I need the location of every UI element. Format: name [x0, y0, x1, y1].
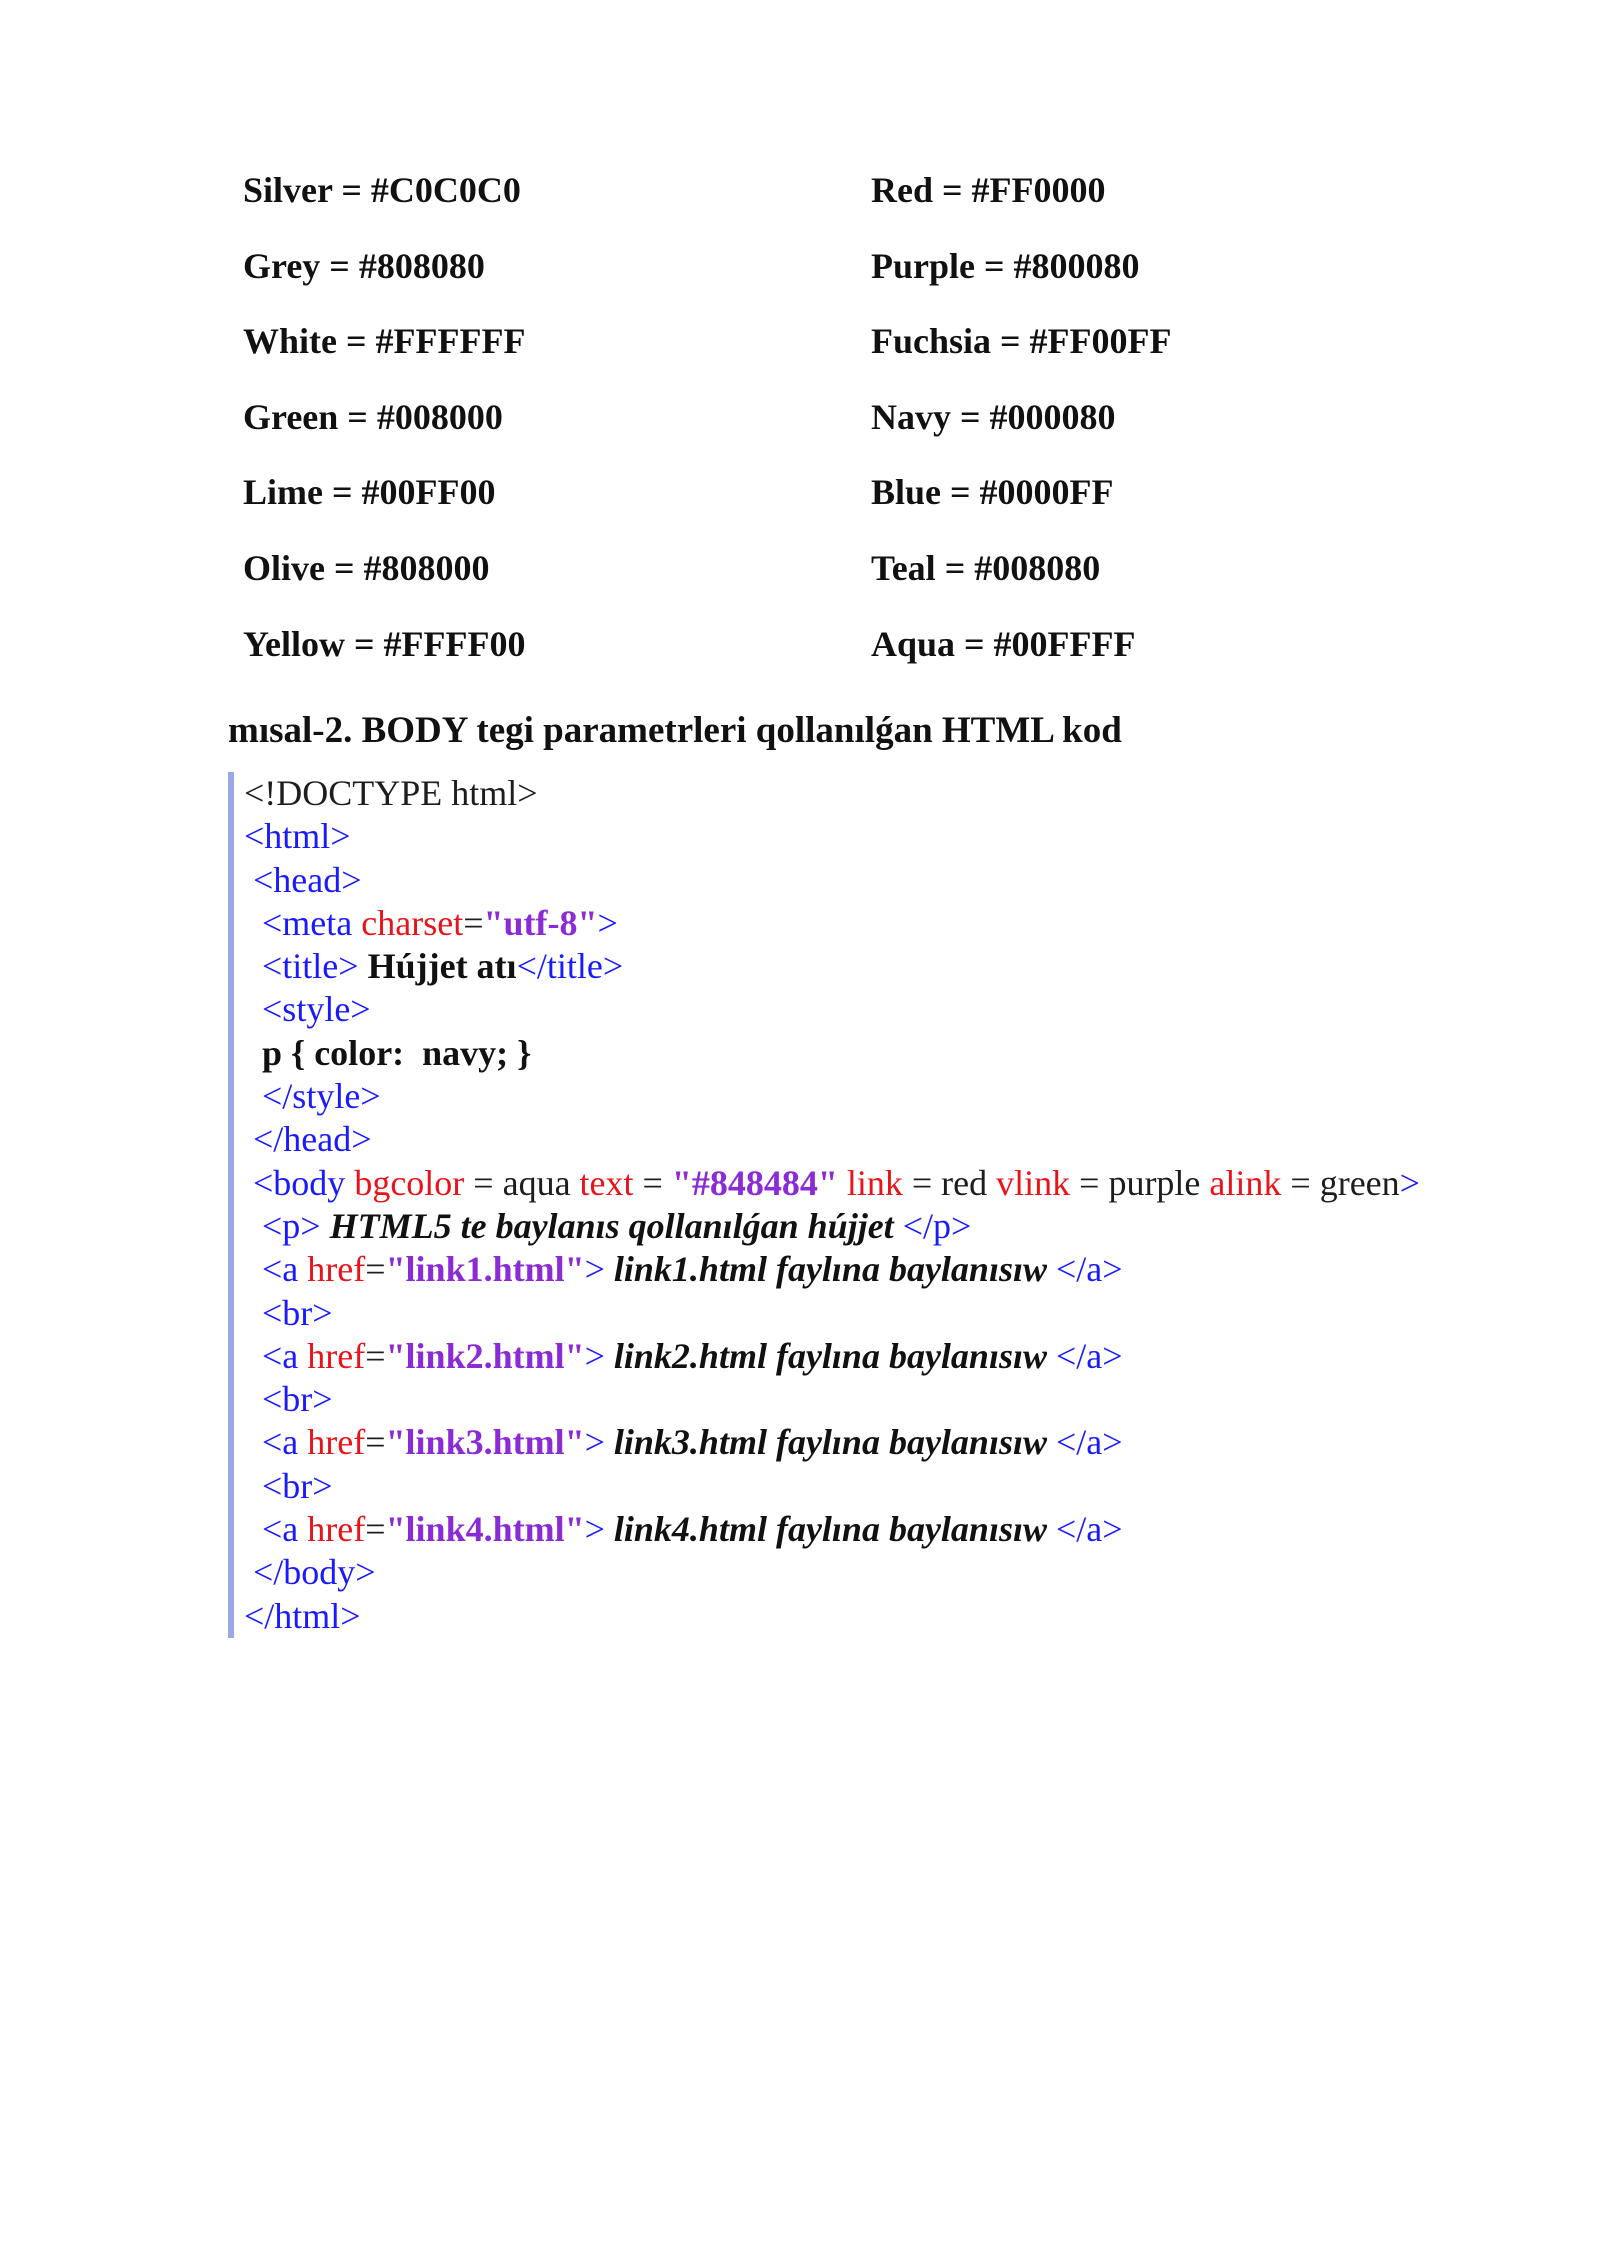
color-entry: Teal = #008080 — [871, 547, 1101, 588]
code-token: p { color: navy; } — [244, 1032, 532, 1073]
code-token: "utf-8" — [483, 902, 598, 943]
code-line — [244, 945, 1544, 988]
code-token: <br> — [244, 1379, 333, 1420]
color-entry: Aqua = #00FFFF — [871, 623, 1136, 664]
code-line — [244, 1118, 1544, 1161]
code-line — [244, 1032, 1544, 1075]
code-line — [244, 1421, 1544, 1464]
color-row — [243, 317, 1443, 393]
color-entry: Blue = #0000FF — [871, 472, 1114, 513]
color-row — [243, 468, 1443, 544]
code-token: bgcolor — [354, 1162, 465, 1203]
code-line — [244, 1378, 1544, 1421]
code-token: <title> — [244, 946, 359, 987]
code-token: <body — [244, 1162, 355, 1203]
code-line — [244, 815, 1544, 858]
color-entry: White = #FFFFFF — [243, 321, 526, 362]
code-token: </style> — [244, 1076, 381, 1117]
code-token: href — [307, 1509, 366, 1550]
code-token: href — [307, 1422, 366, 1463]
color-entry: Fuchsia = #FF00FF — [871, 321, 1172, 362]
code-line — [244, 1162, 1544, 1205]
color-entry: Olive = #808000 — [243, 547, 490, 588]
code-token: </body> — [244, 1552, 376, 1593]
code-token: <br> — [244, 1292, 333, 1333]
color-entry: Red = #FF0000 — [871, 170, 1106, 210]
code-token: > — [584, 1509, 605, 1550]
code-token: > — [584, 1249, 605, 1290]
code-token: </head> — [244, 1119, 372, 1160]
code-token: "#848484" — [671, 1162, 838, 1203]
code-token: <style> — [244, 989, 371, 1030]
code-token: > — [1399, 1162, 1420, 1203]
code-token: <meta — [244, 902, 362, 943]
code-token: <!DOCTYPE html> — [244, 773, 538, 813]
code-token: > — [597, 902, 618, 943]
code-token: <html> — [244, 816, 351, 857]
code-token: <br> — [244, 1465, 333, 1506]
code-token: "link1.html" — [385, 1249, 585, 1290]
color-entry: Purple = #800080 — [871, 245, 1140, 286]
color-entry: Lime = #00FF00 — [243, 472, 496, 513]
code-token: </p> — [902, 1205, 972, 1246]
code-token: </a> — [1055, 1249, 1123, 1290]
code-token: vlink — [996, 1162, 1071, 1203]
code-token: </a> — [1055, 1335, 1123, 1376]
code-token: > — [584, 1422, 605, 1463]
color-row — [243, 242, 1443, 318]
code-token: > — [584, 1335, 605, 1376]
code-line — [244, 859, 1544, 902]
code-token: </html> — [244, 1595, 361, 1636]
code-token: href — [307, 1335, 366, 1376]
code-line — [244, 1205, 1544, 1248]
code-token: text — [579, 1162, 634, 1203]
code-token: link4.html faylına baylanısıw — [604, 1509, 1056, 1550]
color-table — [243, 166, 1443, 695]
code-block — [228, 772, 1544, 1638]
code-token: <a — [244, 1509, 308, 1550]
code-token: "link3.html" — [385, 1422, 585, 1463]
code-token: charset — [361, 902, 464, 943]
code-token: <a — [244, 1249, 308, 1290]
code-token: = — [365, 1509, 386, 1550]
code-token: alink — [1209, 1162, 1282, 1203]
code-token: <a — [244, 1335, 308, 1376]
code-token: link1.html faylına baylanısıw — [604, 1249, 1056, 1290]
code-token: HTML5 te baylanıs qollanılǵan hújjet — [320, 1205, 903, 1246]
code-token: = red — [902, 1162, 997, 1203]
code-line — [244, 1335, 1544, 1378]
code-line — [244, 1465, 1544, 1508]
code-token: link — [837, 1162, 903, 1203]
code-token: <a — [244, 1422, 308, 1463]
code-token: </a> — [1055, 1422, 1123, 1463]
code-token: Hújjet atı — [358, 946, 517, 987]
color-entry: Silver = #C0C0C0 — [243, 170, 521, 210]
code-token: </title> — [516, 946, 624, 987]
code-token: = — [463, 902, 484, 943]
code-token: = purple — [1070, 1162, 1210, 1203]
code-token: = aqua — [464, 1162, 580, 1203]
code-line — [244, 772, 1544, 815]
code-line — [244, 1292, 1544, 1335]
code-line — [244, 988, 1544, 1031]
color-row — [243, 544, 1443, 620]
code-token: "link2.html" — [385, 1335, 585, 1376]
code-token: = green — [1281, 1162, 1400, 1203]
color-row — [243, 393, 1443, 469]
code-token: = — [365, 1335, 386, 1376]
color-row — [243, 620, 1443, 696]
code-token: = — [633, 1162, 672, 1203]
example-heading: mısal-2. BODY tegi parametrleri qollanılǵan HTML kod — [228, 710, 1122, 751]
code-line — [244, 1551, 1544, 1594]
code-token: </a> — [1055, 1509, 1123, 1550]
code-token: <head> — [244, 859, 362, 900]
code-token: = — [365, 1249, 386, 1290]
code-token: "link4.html" — [385, 1509, 585, 1550]
color-entry: Grey = #808080 — [243, 245, 485, 286]
code-token: link3.html faylına baylanısıw — [604, 1422, 1056, 1463]
color-entry: Yellow = #FFFF00 — [243, 623, 526, 664]
color-entry: Green = #008000 — [243, 396, 503, 437]
code-line — [244, 1248, 1544, 1291]
code-token: link2.html faylına baylanısıw — [604, 1335, 1056, 1376]
code-token: href — [307, 1249, 366, 1290]
color-row — [243, 166, 1443, 242]
code-line — [244, 1595, 1544, 1638]
code-line — [244, 1508, 1544, 1551]
code-line — [244, 902, 1544, 945]
code-token: <p> — [244, 1205, 321, 1246]
code-line — [244, 1075, 1544, 1118]
code-token: = — [365, 1422, 386, 1463]
color-entry: Navy = #000080 — [871, 396, 1116, 437]
